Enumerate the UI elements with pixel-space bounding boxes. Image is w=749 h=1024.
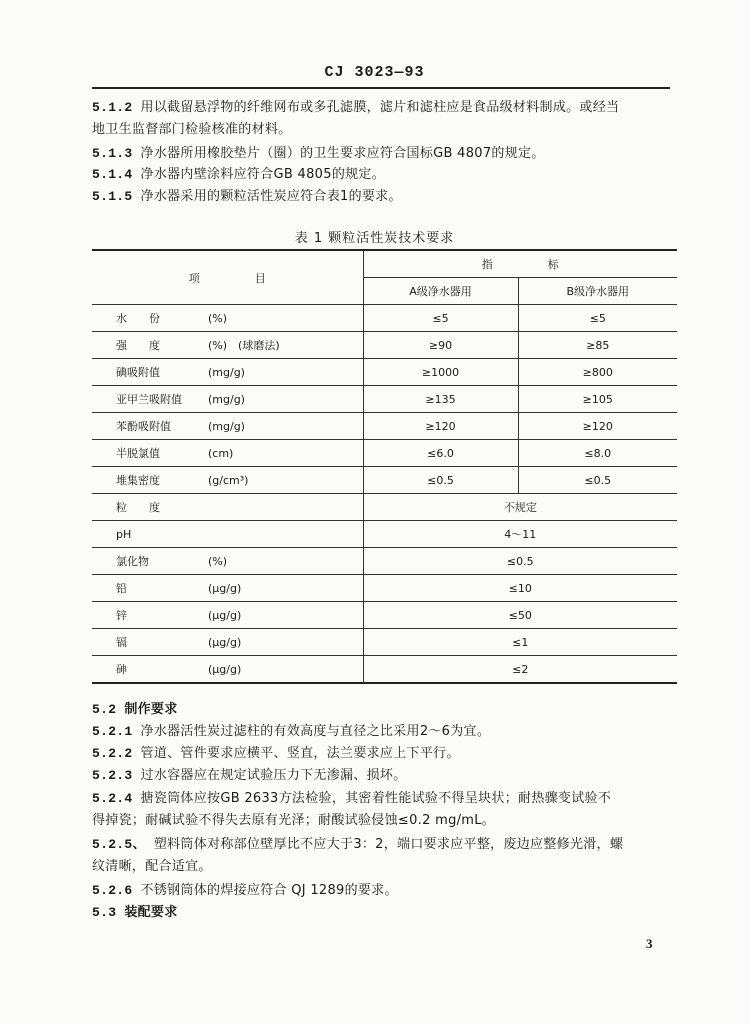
row-unit: (μg/g): [208, 609, 242, 622]
spec-table: [92, 249, 677, 684]
paragraph: [92, 856, 682, 877]
row-item: 氯化物: [116, 555, 149, 568]
clause-text: 净水器采用的颗粒活性炭应符合表1的要求。: [140, 189, 402, 204]
clause-number: 5.2.3: [92, 768, 133, 783]
table-header-row: [92, 250, 677, 278]
clause-text: 净水器活性炭过滤柱的有效高度与直径之比采用2～6为宜。: [140, 724, 491, 739]
table-row: [92, 359, 677, 386]
section-heading: [92, 902, 682, 923]
paragraph: [92, 788, 682, 809]
clause-text: 纹清晰，配合适宜。: [92, 859, 212, 874]
clause-number: 5.1.5: [92, 189, 133, 204]
row-value-a: ≥1000: [363, 359, 518, 386]
table-row: [92, 521, 677, 548]
paragraph: [92, 143, 682, 164]
table-row: [92, 305, 677, 332]
paragraph: [92, 186, 682, 207]
row-value-a: ≥90: [363, 332, 518, 359]
row-unit: (g/cm³): [208, 474, 249, 487]
clause-text: 不锈钢筒体的焊接应符合 QJ 1289的要求。: [140, 883, 398, 898]
header-index: 指 标: [363, 250, 677, 278]
row-value: 4～11: [363, 521, 677, 548]
row-item: 砷: [116, 663, 127, 676]
table-row: [92, 656, 677, 684]
row-value-b: ≤0.5: [518, 467, 677, 494]
clause-text: 搪瓷筒体应按GB 2633方法检验，其密着性能试验不得呈块状；耐热骤变试验不: [140, 791, 612, 806]
row-unit: (μg/g): [208, 582, 242, 595]
clause-text: 管道、管件要求应横平、竖直，法兰要求应上下平行。: [140, 746, 460, 761]
document-header: CJ 3023—93: [324, 64, 425, 81]
table-row: [92, 575, 677, 602]
table-row: [92, 386, 677, 413]
clause-number: 5.2.2: [92, 746, 133, 761]
table-row: [92, 494, 677, 521]
row-value: ≤50: [363, 602, 677, 629]
clause-text: 制作要求: [124, 702, 178, 717]
row-value-a: ≤6.0: [363, 440, 518, 467]
row-unit: (μg/g): [208, 636, 242, 649]
clause-text: 装配要求: [124, 905, 178, 920]
row-value-b: ≥85: [518, 332, 677, 359]
row-value: ≤1: [363, 629, 677, 656]
row-value-b: ≥105: [518, 386, 677, 413]
clause-number: 5.3: [92, 905, 117, 920]
table-row: [92, 629, 677, 656]
table-caption: 表 1 颗粒活性炭技术要求: [294, 231, 455, 246]
page-number: 3: [646, 936, 653, 951]
row-item: pH: [116, 527, 132, 541]
row-value-b: ≥800: [518, 359, 677, 386]
clause-number: 5.2.6: [92, 883, 133, 898]
row-value-a: ≥120: [363, 413, 518, 440]
table-row: [92, 332, 677, 359]
row-unit: (mg/g): [208, 393, 245, 406]
header-grade-b: B级净水器用: [518, 278, 677, 305]
row-value-b: ≤8.0: [518, 440, 677, 467]
clause-text: 净水器内壁涂料应符合GB 4805的规定。: [140, 167, 386, 182]
clause-text: 净水器所用橡胶垫片（圈）的卫生要求应符合国标GB 4807的规定。: [140, 146, 545, 161]
row-item: 亚甲兰吸附值: [116, 393, 182, 406]
paragraph: [92, 164, 682, 185]
row-unit: (mg/g): [208, 366, 245, 379]
row-value: 不规定: [363, 494, 677, 521]
row-unit: (mg/g): [208, 420, 245, 433]
paragraph: [92, 743, 682, 764]
row-item: 粒 度: [116, 501, 160, 514]
row-item: 堆集密度: [116, 474, 160, 487]
row-unit: (cm): [208, 447, 234, 460]
row-value-a: ≤5: [363, 305, 518, 332]
row-item: 强 度: [116, 339, 160, 352]
table-row: [92, 413, 677, 440]
clause-number: 5.2: [92, 702, 117, 717]
clause-number: 5.2.4: [92, 791, 133, 806]
clause-number: 5.2.5、: [92, 837, 146, 852]
row-value-a: ≥135: [363, 386, 518, 413]
table-row: [92, 602, 677, 629]
clause-text: 得掉瓷；耐碱试验不得失去原有光泽；耐酸试验侵蚀≤0.2 mg/mL。: [92, 813, 496, 828]
section-heading: [92, 699, 682, 720]
table-row: [92, 440, 677, 467]
clause-number: 5.1.4: [92, 167, 133, 182]
row-value: ≤10: [363, 575, 677, 602]
row-item: 铅: [116, 582, 127, 595]
clause-text: 过水容器应在规定试验压力下无渗漏、损坏。: [140, 768, 407, 783]
clause-number: 5.2.1: [92, 724, 133, 739]
row-item: 半脱氯值: [116, 447, 160, 460]
clause-number: 5.1.3: [92, 146, 133, 161]
row-unit: (%): [208, 555, 228, 568]
row-value-b: ≤5: [518, 305, 677, 332]
row-value-a: ≤0.5: [363, 467, 518, 494]
header-grade-a: A级净水器用: [363, 278, 518, 305]
paragraph: [92, 880, 682, 901]
row-value: ≤2: [363, 656, 677, 684]
paragraph: [92, 810, 682, 831]
row-value: ≤0.5: [363, 548, 677, 575]
row-value-b: ≥120: [518, 413, 677, 440]
paragraph: [92, 834, 682, 855]
row-item: 水 份: [116, 312, 160, 325]
paragraph: [92, 765, 682, 786]
row-unit: (%): [208, 312, 228, 325]
clause-text: 塑料筒体对称部位壁厚比不应大于3：2，端口要求应平整，废边应整修光滑，螺: [153, 837, 624, 852]
paragraph: [92, 97, 682, 118]
clause-number: 5.1.2: [92, 100, 133, 115]
row-item: 镉: [116, 636, 127, 649]
table-row: [92, 467, 677, 494]
row-item: 锌: [116, 609, 127, 622]
row-unit: (%) (球磨法): [208, 339, 280, 352]
row-item: 碘吸附值: [116, 366, 160, 379]
row-item: 苯酚吸附值: [116, 420, 171, 433]
paragraph: [92, 721, 682, 742]
header-rule: [92, 87, 670, 89]
clause-text: 地卫生监督部门检验核准的材料。: [92, 122, 292, 137]
header-item: 项 目: [92, 250, 363, 305]
table-row: [92, 548, 677, 575]
row-unit: (μg/g): [208, 663, 242, 676]
clause-text: 用以截留悬浮物的纤维网布或多孔滤膜，滤片和滤柱应是食品级材料制成。或经当: [140, 100, 620, 115]
paragraph: [92, 119, 682, 140]
